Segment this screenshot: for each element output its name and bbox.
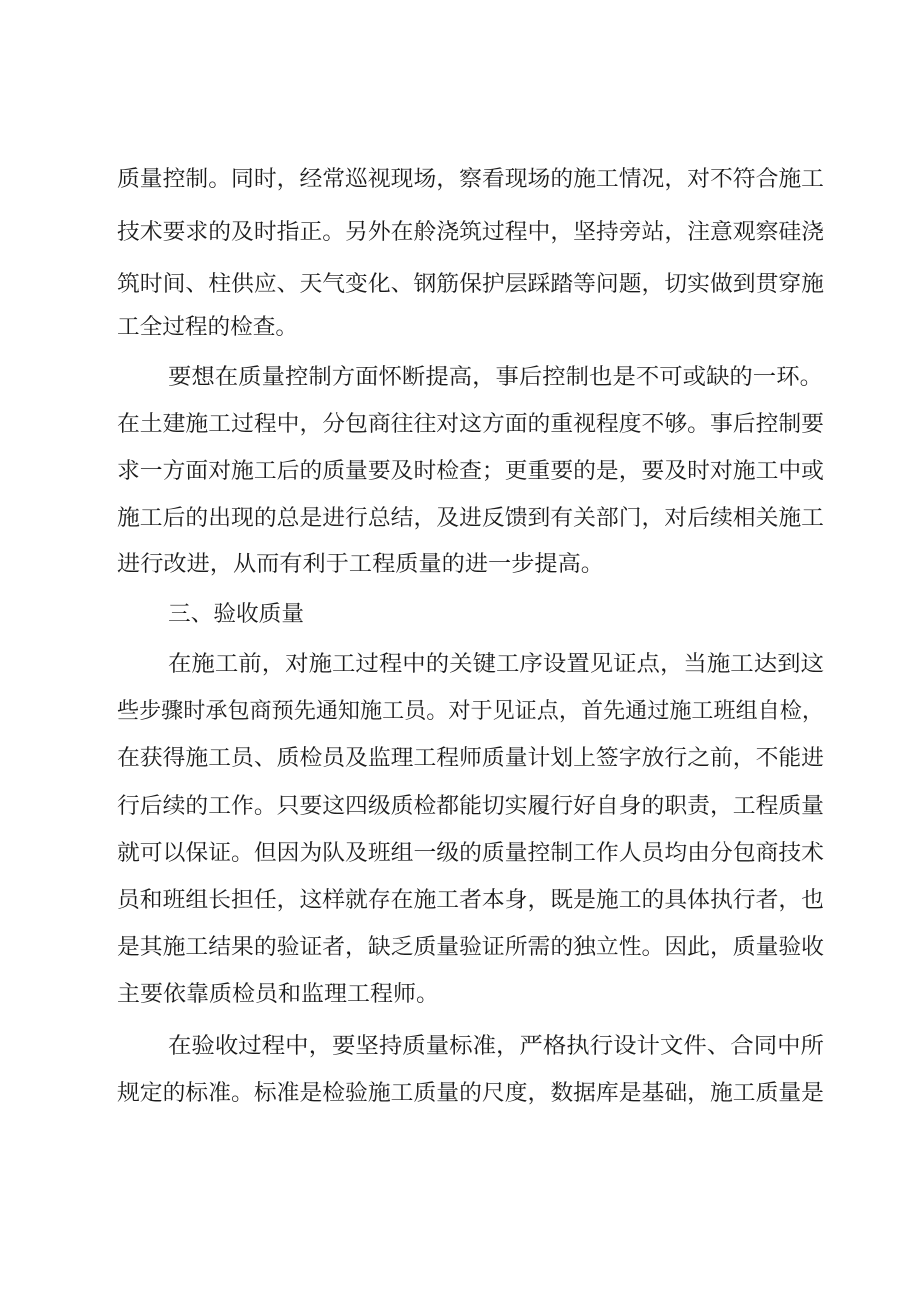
section-heading [0,595,920,635]
text-line [0,645,920,685]
line-text: 三、验收质量 [168,602,304,627]
text-line [0,405,920,445]
line-text: 在土建施工过程中，分包商往往对这方面的重视程度不够。事后控制要 [117,412,824,437]
text-line [0,545,920,585]
line-text: 主要依靠质检员和监理工程师。 [117,982,439,1007]
line-text: 工全过程的检查。 [117,315,298,340]
line-text: 技术要求的及时指正。另外在舲浇筑过程中，坚持旁站，注意观察硅浇 [117,220,824,245]
line-text: 要想在质量控制方面怀断提高，事后控制也是不可或缺的一环。 [168,365,823,390]
text-line [0,787,920,827]
line-text: 在验收过程中，要坚持质量标准，严格执行设计文件、合同中所 [168,1034,824,1059]
text-line [0,1074,920,1114]
text-line [0,308,920,348]
line-text: 在获得施工员、质检员及监理工程师质量计划上签字放行之前，不能进 [117,746,824,771]
line-text: 行后续的工作。只要这四级质检都能切实履行好自身的职责，工程质量 [117,794,824,819]
text-line [0,160,920,200]
line-text: 些步骤时承包商预先通知施工员。对于见证点，首先通过施工班组自检， [117,699,824,724]
line-text: 筑时间、柱供应、天气变化、钢筋保护层踩踏等问题，切实做到贯穿施 [117,272,824,297]
text-line [0,265,920,305]
line-text: 进行改进，从而有利于工程质量的进一步提高。 [117,552,604,577]
text-line [0,834,920,874]
text-line [0,452,920,492]
line-text: 规定的标准。标准是检验施工质量的尺度，数据库是基础，施工质量是 [117,1081,824,1106]
line-text: 是其施工结果的验证者，缺乏质量验证所需的独立性。因此，质量验收 [117,935,824,960]
text-line [0,881,920,921]
line-text: 质量控制。同时，经常巡视现场，察看现场的施工情况，对不符合施工 [117,167,824,192]
text-line [0,213,920,253]
text-line [0,1027,920,1067]
text-line [0,975,920,1015]
text-line [0,358,920,398]
line-text: 在施工前，对施工过程中的关键工序设置见证点，当施工达到这 [168,652,824,677]
line-text: 就可以保证。但因为队及班组一级的质量控制工作人员均由分包商技术 [117,841,824,866]
text-line [0,692,920,732]
line-text: 员和班组长担任，这样就存在施工者本身，既是施工的具体执行者，也 [117,888,824,913]
line-text: 施工后的出现的总是进行总结，及进反馈到有关部门，对后续相关施工 [117,506,824,531]
line-text: 求一方面对施工后的质量要及时检查；更重要的是，要及时对施工中或 [117,459,824,484]
text-line [0,739,920,779]
text-line [0,499,920,539]
text-line [0,928,920,968]
